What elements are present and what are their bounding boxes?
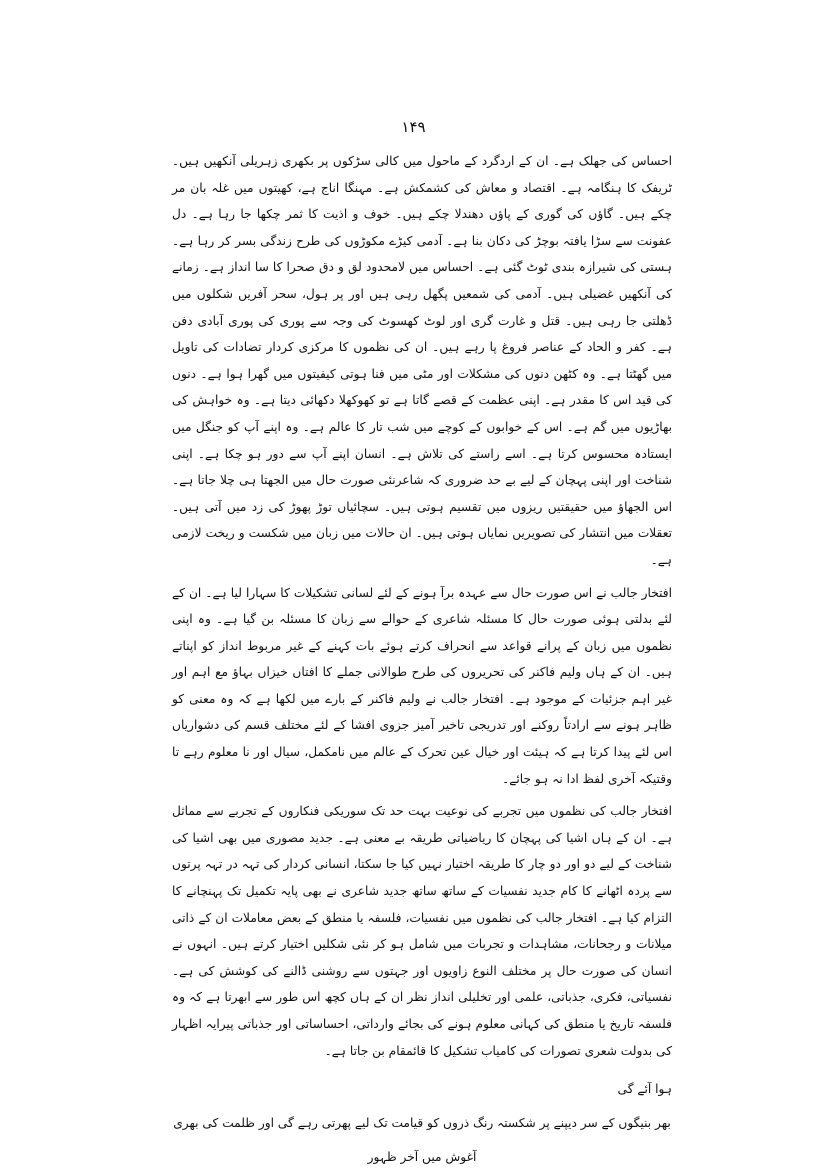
page-number: ۱۴۹ [401,118,426,136]
paragraph-2: افتخار جالب نے اس صورت حال سے عہدہ برآ ہونے کے لئے لسانی تشکیلات کا سہارا لیا ہے۔ ان کے لئے بدلتی ہوئی صورت حال کا مسئلہ شاعری کے حوالے سے زبان کا مسئلہ بن گیا ہے۔ وہ اپنی نظموں میں زبان کے پرانے قواعد سے انحراف کرتے ہوئے بات کہنے کے غیر مربوط انداز کو اپناتے ہیں۔ ان کے ہاں ولیم فاکنر کی تحریروں کی طرح طوالانی جملے کا افتاں خیزاں بہاؤ مع اہم اور غیر اہم جزئیات کے موجود ہے۔ افتخار جالب نے ولیم فاکنر کے بارے میں لکھا ہے کہ وہ معنی کو ظاہر ہونے سے ارادتاً روکنے اور تدریجی تاخیر آمیز جزوی افشا کے لئے مختلف قسم کی دشواریاں اس لئے پیدا کرتا ہے کہ ہیئت اور خیال عین تحرک کے عالم میں نامکمل، سیال اور نا معلوم رہے تا وقتیکہ آخری لفظ ادا نہ ہو جائے۔ [172,585,672,786]
poem-line-1: ہوا آئے گی [617,1082,672,1097]
poem-excerpt [172,1072,672,1174]
body-text [172,148,672,1174]
poem-line-2: بھر بنیگوں کے سر دیپنے پر شکستہ رنگ ذروں کو قیامت تک لیے پھرتی رہے گی اور ظلمت کی بھری آغوش میں آخر ظہور [173,1116,671,1165]
paragraph-1: احساس کی جھلک ہے۔ ان کے اردگرد کے ماحول میں کالی سڑکوں پر بکھری زہریلی آنکھیں ہیں۔ ٹریفک کا ہنگامہ ہے۔ اقتصاد و معاش کی کشمکش ہے۔ مہنگا اناج ہے، کھیتوں میں غلہ بان مر چکے ہیں۔ گاؤں کی گوری کے پاؤں دھندلا چکے ہیں۔ خوف و اذیت کا ثمر چکھا جا رہا ہے۔ دل عفونت سے سڑا یافتہ بوچڑ کی دکان بنا ہے۔ آدمی کیڑے مکوڑوں کی طرح زندگی بسر کر رہا ہے۔ ہستی کی شیرازہ بندی ٹوٹ گئی ہے۔ احساس میں لامحدود لق و دق صحرا کا سا انداز ہے۔ زمانے کی آنکھیں غضیلی ہیں۔ آدمی کی شمعیں پگھل رہی ہیں اور پر ہول، سحر آفریں شکلوں میں ڈھلتی جا رہی ہیں۔ قتل و غارت گری اور لوٹ کھسوٹ کی وجہ سے پوری کی پوری آبادی دفن ہے۔ کفر و الحاد کے عناصر فروغ پا رہے ہیں۔ ان کی نظموں کا مرکزی کردار تضادات کی تاویل میں گھٹتا ہے۔ وہ کٹھن دنوں کی مشکلات اور مٹی میں فنا ہوتی کیفیتوں میں گھرا ہوا ہے۔ دنوں کی قید اس کا مقدر ہے۔ اپنی عظمت کے قصے گاتا ہے تو کھوکھلا دکھائی دیتا ہے۔ وہ خواہش کی بھاڑیوں میں گم ہے۔ اس کے خوابوں کے کوچے میں شب تار کا عالم ہے۔ وہ اپنے آپ کو جنگل میں ایستادہ محسوس کرتا ہے۔ اسے راستے کی تلاش ہے۔ انسان اپنے آپ سے دور ہو چکا ہے۔ اپنی شناخت اور اپنی پہچان کے لیے بے حد ضروری کہ شاعرنئی صورت حال میں الجھتا ہی چلا جاتا ہے۔ اس الجھاؤ میں حقیقتیں ریزوں میں تقسیم ہوتی ہیں۔ سچائیاں توڑ پھوڑ کی زد میں آتی ہیں۔ تعقلات میں انتشار کی تصویریں نمایاں ہوتی ہیں۔ ان حالات میں زبان میں شکست و ریخت لازمی ہے۔ [172,154,672,567]
paragraph-3: افتخار جالب کی نظموں میں تجربے کی نوعیت بہت حد تک سوریکی فنکاروں کے تجربے سے مماثل ہے۔ ان کے ہاں اشیا کی پہچان کا ریاضیاتی طریقہ بے معنی ہے۔ جدید مصوری میں بھی اشیا کی شناخت کے لیے دو اور دو چار کا طریقہ اختیار نہیں کیا جا سکتا، انسانی کردار کی تہہ در تہہ پرتوں سے پردہ اٹھانے کا کام جدید نفسیات کے ساتھ ساتھ جدید شاعری نے بھی پایہ تکمیل تک پہنچانے کا التزام کیا ہے۔ افتخار جالب کی نظموں میں نفسیات، فلسفہ یا منطق کے بعض معاملات ان کے ذاتی میلانات و رجحانات، مشاہدات و تجربات میں شامل ہو کر نئی شکلیں اختیار کرتے ہیں۔ انہوں نے انسان کی صورت حال پر مختلف النوع زاویوں اور جہتوں سے روشنی ڈالنے کی کوشش کی ہے۔ نفسیاتی، فکری، جذباتی، علمی اور تخلیلی انداز نظر ان کے ہاں کچھ اس طور سے ابھرتا ہے کہ وہ فلسفہ تاریخ یا منطق کی کہانی معلوم ہونے کی بجائے وارداتی، احساساتی اور جذباتی پیرایہ اظہار کی بدولت شعری تصورات کی کامیاب تشکیل کا قائمقام بن جاتا ہے۔ [172,804,672,1058]
